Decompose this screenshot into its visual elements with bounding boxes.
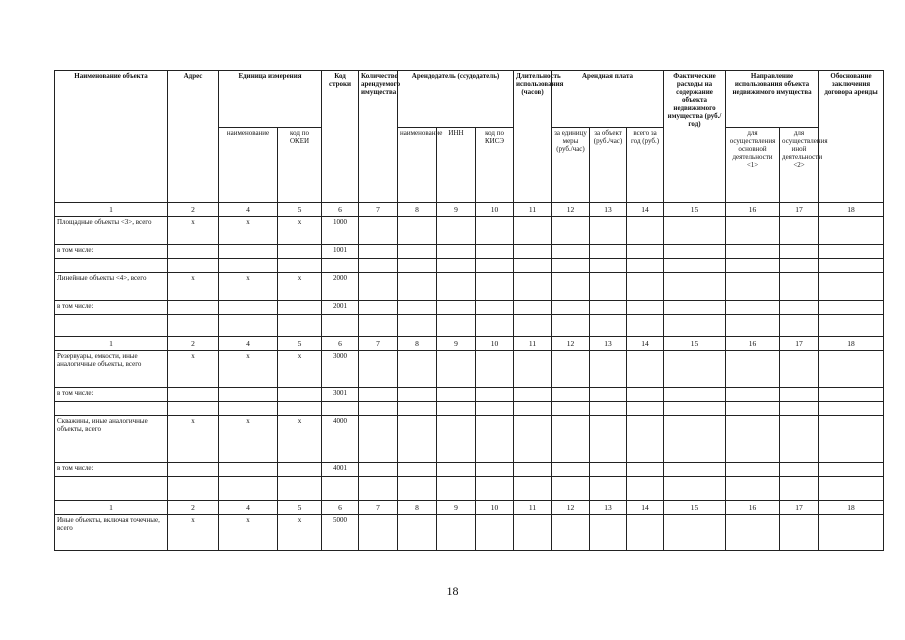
header-quantity: Количество арендуемого имущества xyxy=(359,71,398,203)
cell-x: x xyxy=(219,217,278,245)
column-number: 4 xyxy=(219,501,278,515)
column-number: 5 xyxy=(278,337,322,351)
row-label: в том числе: xyxy=(55,388,168,402)
cell-x: x xyxy=(278,351,322,388)
cell-x: x xyxy=(168,351,219,388)
column-number: 18 xyxy=(819,501,884,515)
column-number: 13 xyxy=(590,203,627,217)
page-number: 18 xyxy=(446,584,459,598)
header-duration: Длительность использования (часов) xyxy=(514,71,552,203)
column-number: 11 xyxy=(514,501,552,515)
column-number: 17 xyxy=(780,203,819,217)
row-label: в том числе: xyxy=(55,301,168,315)
table-row xyxy=(55,273,884,301)
row-code: 4001 xyxy=(322,463,359,477)
column-number: 4 xyxy=(219,337,278,351)
table-row xyxy=(55,416,884,463)
column-number: 14 xyxy=(627,337,664,351)
column-number: 9 xyxy=(437,203,476,217)
column-number: 8 xyxy=(398,203,437,217)
table-row xyxy=(55,351,884,388)
column-number: 2 xyxy=(168,203,219,217)
cell-x: x xyxy=(219,273,278,301)
column-number: 1 xyxy=(55,501,168,515)
column-number: 8 xyxy=(398,337,437,351)
header-direction: Направление использования объекта недвижимого имущества xyxy=(726,71,819,128)
cell-x: x xyxy=(168,273,219,301)
table-row xyxy=(55,315,884,337)
header-lessor: Арендодатель (ссудодатель) xyxy=(398,71,514,128)
column-number: 18 xyxy=(819,203,884,217)
row-label: Скважины, иные аналогичные объекты, всего xyxy=(55,416,168,463)
column-number: 16 xyxy=(726,337,780,351)
column-number: 14 xyxy=(627,203,664,217)
row-label: в том числе: xyxy=(55,463,168,477)
column-number: 17 xyxy=(780,337,819,351)
column-number: 10 xyxy=(476,501,514,515)
row-code: 3001 xyxy=(322,388,359,402)
column-number: 14 xyxy=(627,501,664,515)
row-code: 2001 xyxy=(322,301,359,315)
column-number: 7 xyxy=(359,337,398,351)
table-row xyxy=(55,301,884,315)
table-row xyxy=(55,388,884,402)
column-number: 12 xyxy=(552,203,590,217)
table-row xyxy=(55,259,884,273)
column-number: 5 xyxy=(278,501,322,515)
header-address: Адрес xyxy=(168,71,219,203)
column-number-row xyxy=(55,501,884,515)
header-rent-per-object: за объект (руб./час) xyxy=(590,128,627,203)
cell-x: x xyxy=(278,416,322,463)
header-lessor-kise: код по КИСЭ xyxy=(476,128,514,203)
column-number: 5 xyxy=(278,203,322,217)
cell-x: x xyxy=(219,351,278,388)
row-code: 1001 xyxy=(322,245,359,259)
column-number: 15 xyxy=(664,501,726,515)
column-number: 16 xyxy=(726,203,780,217)
rental-form-table xyxy=(54,70,884,551)
column-number: 2 xyxy=(168,337,219,351)
column-number: 18 xyxy=(819,337,884,351)
row-code: 4000 xyxy=(322,416,359,463)
table-row xyxy=(55,217,884,245)
column-number: 7 xyxy=(359,203,398,217)
row-label: Иные объекты, включая точечные, всего xyxy=(55,515,168,551)
column-number-row xyxy=(55,337,884,351)
header-line-code: Код строки xyxy=(322,71,359,203)
header-lessor-inn: ИНН xyxy=(437,128,476,203)
row-code: 5000 xyxy=(322,515,359,551)
column-number: 9 xyxy=(437,501,476,515)
column-number: 15 xyxy=(664,337,726,351)
column-number: 2 xyxy=(168,501,219,515)
cell-x: x xyxy=(168,416,219,463)
table-row xyxy=(55,245,884,259)
row-label: Резервуары, емкости, иные аналогичные объекты, всего xyxy=(55,351,168,388)
cell-x: x xyxy=(219,515,278,551)
header-rent-per-year: всего за год (руб.) xyxy=(627,128,664,203)
column-number: 13 xyxy=(590,337,627,351)
cell-x: x xyxy=(219,416,278,463)
table-row xyxy=(55,463,884,477)
row-label: Линейные объекты <4>, всего xyxy=(55,273,168,301)
column-number: 6 xyxy=(322,337,359,351)
column-number: 6 xyxy=(322,501,359,515)
column-number: 1 xyxy=(55,203,168,217)
column-number: 9 xyxy=(437,337,476,351)
row-code: 2000 xyxy=(322,273,359,301)
header-rent-per-unit: за единицу меры (руб./час) xyxy=(552,128,590,203)
cell-x: x xyxy=(278,273,322,301)
header-basis: Обоснование заключения договора аренды xyxy=(819,71,884,203)
column-number: 12 xyxy=(552,337,590,351)
header-unit-name: наименование xyxy=(219,128,278,203)
table-row xyxy=(55,402,884,416)
column-number-row xyxy=(55,203,884,217)
column-number: 1 xyxy=(55,337,168,351)
row-code: 1000 xyxy=(322,217,359,245)
column-number: 8 xyxy=(398,501,437,515)
table-row xyxy=(55,515,884,551)
column-number: 6 xyxy=(322,203,359,217)
header-direction-main: для осуществления основной деятельности <1> xyxy=(726,128,780,203)
header-direction-other: для осуществления иной деятельности <2> xyxy=(780,128,819,203)
cell-x: x xyxy=(278,217,322,245)
row-label: в том числе: xyxy=(55,245,168,259)
header-rent: Арендная плата xyxy=(552,71,664,128)
row-code: 3000 xyxy=(322,351,359,388)
column-number: 17 xyxy=(780,501,819,515)
column-number: 16 xyxy=(726,501,780,515)
column-number: 13 xyxy=(590,501,627,515)
header-object-name: Наименование объекта xyxy=(55,71,168,203)
column-number: 15 xyxy=(664,203,726,217)
column-number: 12 xyxy=(552,501,590,515)
row-label: Площадные объекты <3>, всего xyxy=(55,217,168,245)
column-number: 11 xyxy=(514,203,552,217)
column-number: 11 xyxy=(514,337,552,351)
header-unit: Единица измерения xyxy=(219,71,322,128)
column-number: 7 xyxy=(359,501,398,515)
cell-x: x xyxy=(278,515,322,551)
header-lessor-name: наименование xyxy=(398,128,437,203)
column-number: 4 xyxy=(219,203,278,217)
cell-x: x xyxy=(168,515,219,551)
table-row xyxy=(55,477,884,501)
form-table-container xyxy=(54,70,883,551)
cell-x: x xyxy=(168,217,219,245)
column-number: 10 xyxy=(476,203,514,217)
column-number: 10 xyxy=(476,337,514,351)
header-unit-okei: код по ОКЕИ xyxy=(278,128,322,203)
header-expenses: Фактические расходы на содержание объекта недвижимого имущества (руб./год) xyxy=(664,71,726,203)
